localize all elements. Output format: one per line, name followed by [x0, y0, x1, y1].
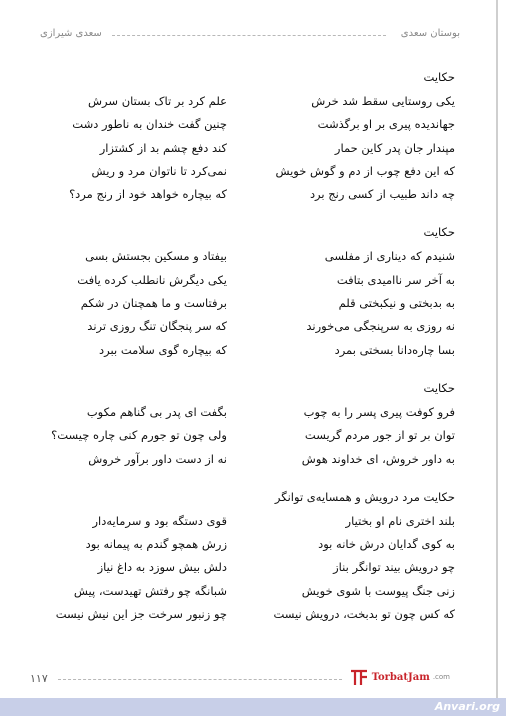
poem-section: [40, 486, 455, 626]
hemistich-second: نه از دست داور برآور خروش: [88, 451, 227, 466]
hemistich-first: فرو کوفت پیری پسر را به چوب: [303, 404, 455, 419]
header-author: سعدی شیرازی: [40, 28, 102, 39]
page-header: [40, 28, 460, 44]
hemistich-second: کند دفع چشم بد از کشتزار: [99, 140, 227, 155]
hemistich-first: زنی جنگ پیوست با شوی خویش: [301, 583, 455, 598]
hemistich-second: که سر پنجگان تنگ روزی ترند: [87, 319, 227, 334]
couplet: [40, 90, 455, 113]
header-book-title: بوستان سعدی: [400, 28, 460, 39]
couplet: [40, 603, 455, 626]
hemistich-first: بسا چاره‌دانا بسختی بمرد: [334, 342, 455, 357]
hemistich-first: به بدبختی و نیکبختی قلم: [338, 296, 455, 311]
header-divider: [112, 35, 386, 36]
watermark-bar: [0, 698, 506, 716]
couplet: [40, 401, 455, 424]
hemistich-first: شنیدم که دیناری از مفلسی: [324, 249, 455, 264]
section-title: حکایت: [423, 225, 455, 240]
site-logo[interactable]: [349, 667, 450, 687]
couplet: [40, 424, 455, 447]
page-footer: [30, 667, 450, 689]
hemistich-second: بیفتاد و مسکین بجستش بسی: [85, 249, 227, 264]
couplet: [40, 137, 455, 160]
hemistich-first: به آخر سر ناامیدی بتافت: [336, 272, 455, 287]
hemistich-first: چو درویش بیند توانگر بناز: [333, 560, 455, 575]
hemistich-second: نمی‌کرد تا ناتوان مرد و ریش: [91, 163, 227, 178]
hemistich-first: توان بر تو از جور مردم گریست: [304, 428, 455, 443]
hemistich-first: مپندار جان پدر کاین حمار: [334, 140, 455, 155]
hemistich-second: یکی دیگرش نانطلب کرده یافت: [77, 272, 227, 287]
hemistich-first: به داور خروش، ای خداوند هوش: [301, 451, 455, 466]
couplet: [40, 339, 455, 362]
hemistich-second: چنین گفت خندان به ناطور دشت: [72, 117, 227, 132]
couplet: [40, 269, 455, 292]
logo-text: TorbatJam: [371, 671, 430, 683]
couplet: [40, 580, 455, 603]
couplet: [40, 160, 455, 183]
footer-divider: [58, 679, 342, 680]
section-title: حکایت مرد درویش و همسایه‌ی توانگر: [274, 489, 455, 504]
hemistich-second: قوی دستگه بود و سرمایه‌دار: [92, 513, 227, 528]
hemistich-first: که کس چون تو بدبخت، درویش نیست: [273, 607, 455, 622]
hemistich-second: زرش همچو گندم به پیمانه بود: [85, 537, 227, 552]
couplet: [40, 292, 455, 315]
couplet: [40, 448, 455, 471]
logo-suffix: .com: [432, 673, 450, 681]
hemistich-first: جهاندیده پیری بر او برگذشت: [317, 117, 455, 132]
couplet: [40, 245, 455, 268]
section-title: حکایت: [423, 380, 455, 395]
hemistich-second: شبانگه چو رفتش تهیدست، پیش: [73, 583, 227, 598]
poem-content: [40, 66, 455, 641]
watermark-text: Anvari.org: [434, 700, 500, 713]
logo-mark-icon: [349, 667, 369, 687]
section-title: حکایت: [423, 70, 455, 84]
hemistich-first: بلند اختری نام او بختیار: [345, 513, 455, 528]
hemistich-first: یکی روستایی سقط شد خرش: [311, 94, 455, 108]
hemistich-second: چو زنبور سرخت جز این نیش نیست: [55, 607, 227, 622]
hemistich-second: برفتاست و ما همچنان در شکم: [80, 296, 227, 311]
couplet: [40, 183, 455, 206]
poem-section: [40, 221, 455, 361]
poem-section: [40, 377, 455, 471]
hemistich-second: دلش بیش سوزد به داغ نیاز: [97, 560, 227, 575]
couplet: [40, 315, 455, 338]
hemistich-second: که بیچاره خواهد خود از رنج مرد؟: [69, 187, 227, 202]
poem-section: [40, 66, 455, 206]
couplet: [40, 113, 455, 136]
hemistich-second: که بیچاره گوی سلامت ببرد: [99, 342, 227, 357]
couplet: [40, 556, 455, 579]
hemistich-first: که این دفع چوب از دم و گوش خویش: [275, 163, 455, 178]
hemistich-first: چه داند طبیب از کسی رنج برد: [309, 187, 455, 202]
hemistich-second: بگفت ای پدر بی گناهم مکوب: [86, 404, 227, 419]
hemistich-second: علم کرد بر تاک بستان سرش: [88, 94, 227, 108]
couplet: [40, 510, 455, 533]
hemistich-second: ولی چون تو جورم کنی چاره چیست؟: [51, 428, 227, 443]
page-number: ۱۱۷: [30, 672, 48, 685]
hemistich-first: به کوی گدایان درش خانه بود: [318, 537, 455, 552]
hemistich-first: نه روزی به سرپنجگی می‌خورند: [306, 319, 455, 334]
couplet: [40, 533, 455, 556]
